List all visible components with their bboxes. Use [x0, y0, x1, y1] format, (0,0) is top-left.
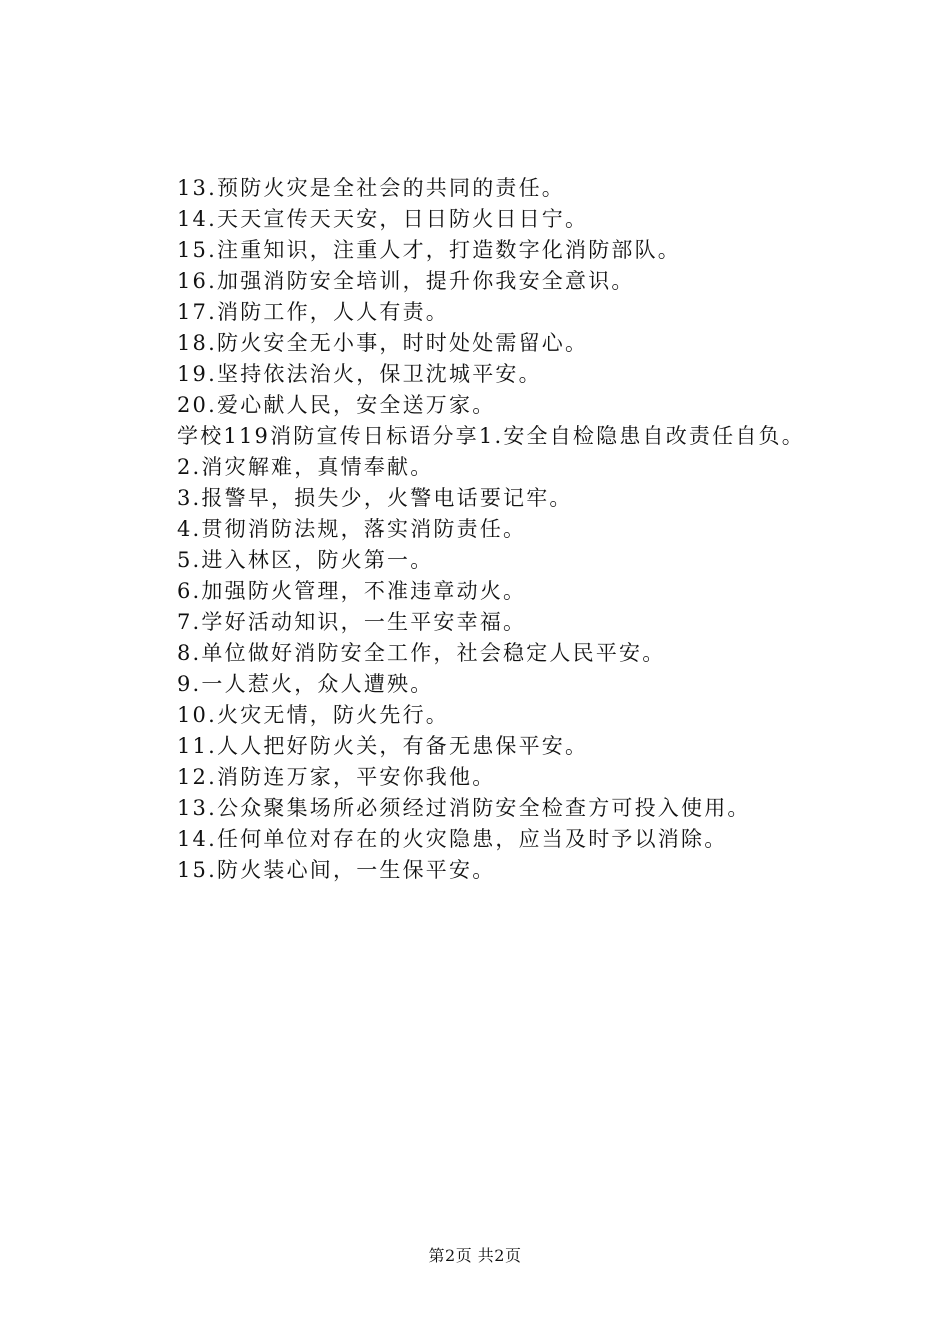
slogan-line: 20.爱心献人民，安全送万家。 — [177, 393, 496, 417]
slogan-line: 10.火灾无情，防火先行。 — [177, 703, 449, 727]
slogan-line: 8.单位做好消防安全工作，社会稳定人民平安。 — [177, 641, 666, 665]
page-number-footer: 第2页 共2页 — [428, 1246, 522, 1265]
slogan-line: 14.天天宣传天天安，日日防火日日宁。 — [177, 207, 589, 231]
slogan-line: 13.预防火灾是全社会的共同的责任。 — [177, 176, 565, 200]
slogan-line: 13.公众聚集场所必须经过消防安全检查方可投入使用。 — [177, 796, 751, 820]
slogan-line: 9.一人惹火，众人遭殃。 — [177, 672, 434, 696]
slogan-line: 17.消防工作，人人有责。 — [177, 300, 449, 324]
slogan-line: 12.消防连万家，平安你我他。 — [177, 765, 496, 789]
slogan-line: 19.坚持依法治火，保卫沈城平安。 — [177, 362, 542, 386]
slogan-line: 15.防火装心间，一生保平安。 — [177, 858, 496, 882]
slogan-line: 14.任何单位对存在的火灾隐患，应当及时予以消除。 — [177, 827, 728, 851]
slogan-line: 4.贯彻消防法规，落实消防责任。 — [177, 517, 527, 541]
slogan-line: 18.防火安全无小事，时时处处需留心。 — [177, 331, 589, 355]
slogan-line: 3.报警早，损失少，火警电话要记牢。 — [177, 486, 573, 510]
slogan-line: 5.进入林区，防火第一。 — [177, 548, 434, 572]
slogan-line: 16.加强消防安全培训，提升你我安全意识。 — [177, 269, 635, 293]
slogan-line: 7.学好活动知识，一生平安幸福。 — [177, 610, 527, 634]
section-paragraph: 学校119消防宣传日标语分享1.安全自检隐患自改责任自负。 — [177, 424, 805, 448]
slogan-line: 11.人人把好防火关，有备无患保平安。 — [177, 734, 589, 758]
slogan-line: 6.加强防火管理，不准违章动火。 — [177, 579, 527, 603]
document-body — [130, 173, 840, 886]
slogan-line: 15.注重知识，注重人才，打造数字化消防部队。 — [177, 238, 681, 262]
slogan-line: 2.消灾解难，真情奉献。 — [177, 455, 434, 479]
